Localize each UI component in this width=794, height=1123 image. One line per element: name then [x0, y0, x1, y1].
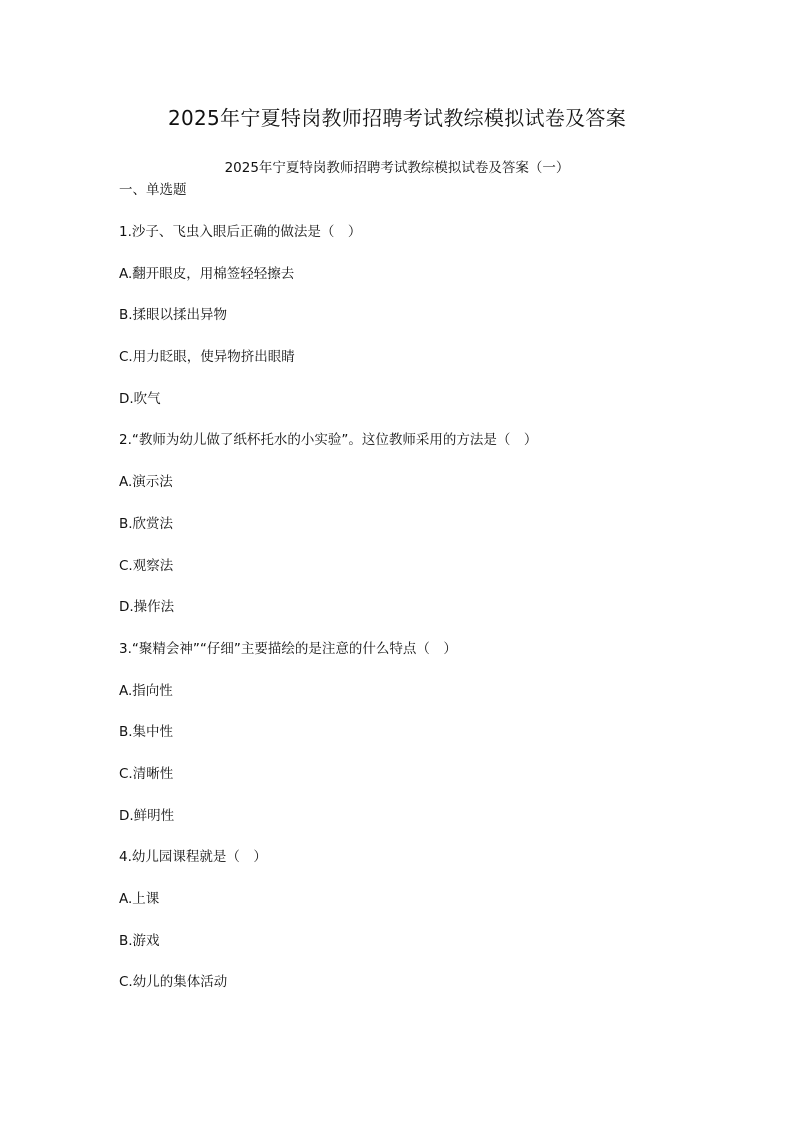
document-title: 2025年宁夏特岗教师招聘考试教综模拟试卷及答案 [167, 106, 627, 130]
section-heading: 一、单选题 [119, 182, 187, 198]
answer-option: B.游戏 [119, 932, 160, 949]
question-stem: 3.“聚精会神”“仔细”主要描绘的是注意的什么特点（ ） [119, 640, 457, 657]
answer-option: C.用力眨眼，使异物挤出眼睛 [119, 349, 295, 366]
question-list [119, 222, 679, 1014]
answer-option: B.集中性 [119, 724, 174, 741]
answer-option: C.幼儿的集体活动 [119, 974, 228, 991]
answer-option: D.吹气 [119, 390, 161, 407]
question-stem: 1.沙子、飞虫入眼后正确的做法是（ ） [119, 224, 362, 240]
answer-option: D.鲜明性 [119, 807, 175, 824]
answer-option: B.揉眼以揉出异物 [119, 307, 228, 324]
question-stem: 2.“教师为幼儿做了纸杯托水的小实验”。这位教师采用的方法是（ ） [119, 432, 538, 449]
question-stem: 4.幼儿园课程就是（ ） [119, 849, 267, 866]
answer-option: D.操作法 [119, 599, 175, 616]
answer-option: C.观察法 [119, 557, 174, 574]
answer-option: B.欣赏法 [119, 515, 174, 532]
answer-option: C.清晰性 [119, 765, 174, 782]
answer-option: A.翻开眼皮，用棉签轻轻擦去 [119, 265, 295, 282]
document-subtitle: 2025年宁夏特岗教师招聘考试教综模拟试卷及答案（一） [224, 160, 570, 176]
answer-option: A.指向性 [119, 682, 173, 699]
answer-option: A.演示法 [119, 474, 173, 491]
answer-option: A.上课 [119, 891, 160, 907]
